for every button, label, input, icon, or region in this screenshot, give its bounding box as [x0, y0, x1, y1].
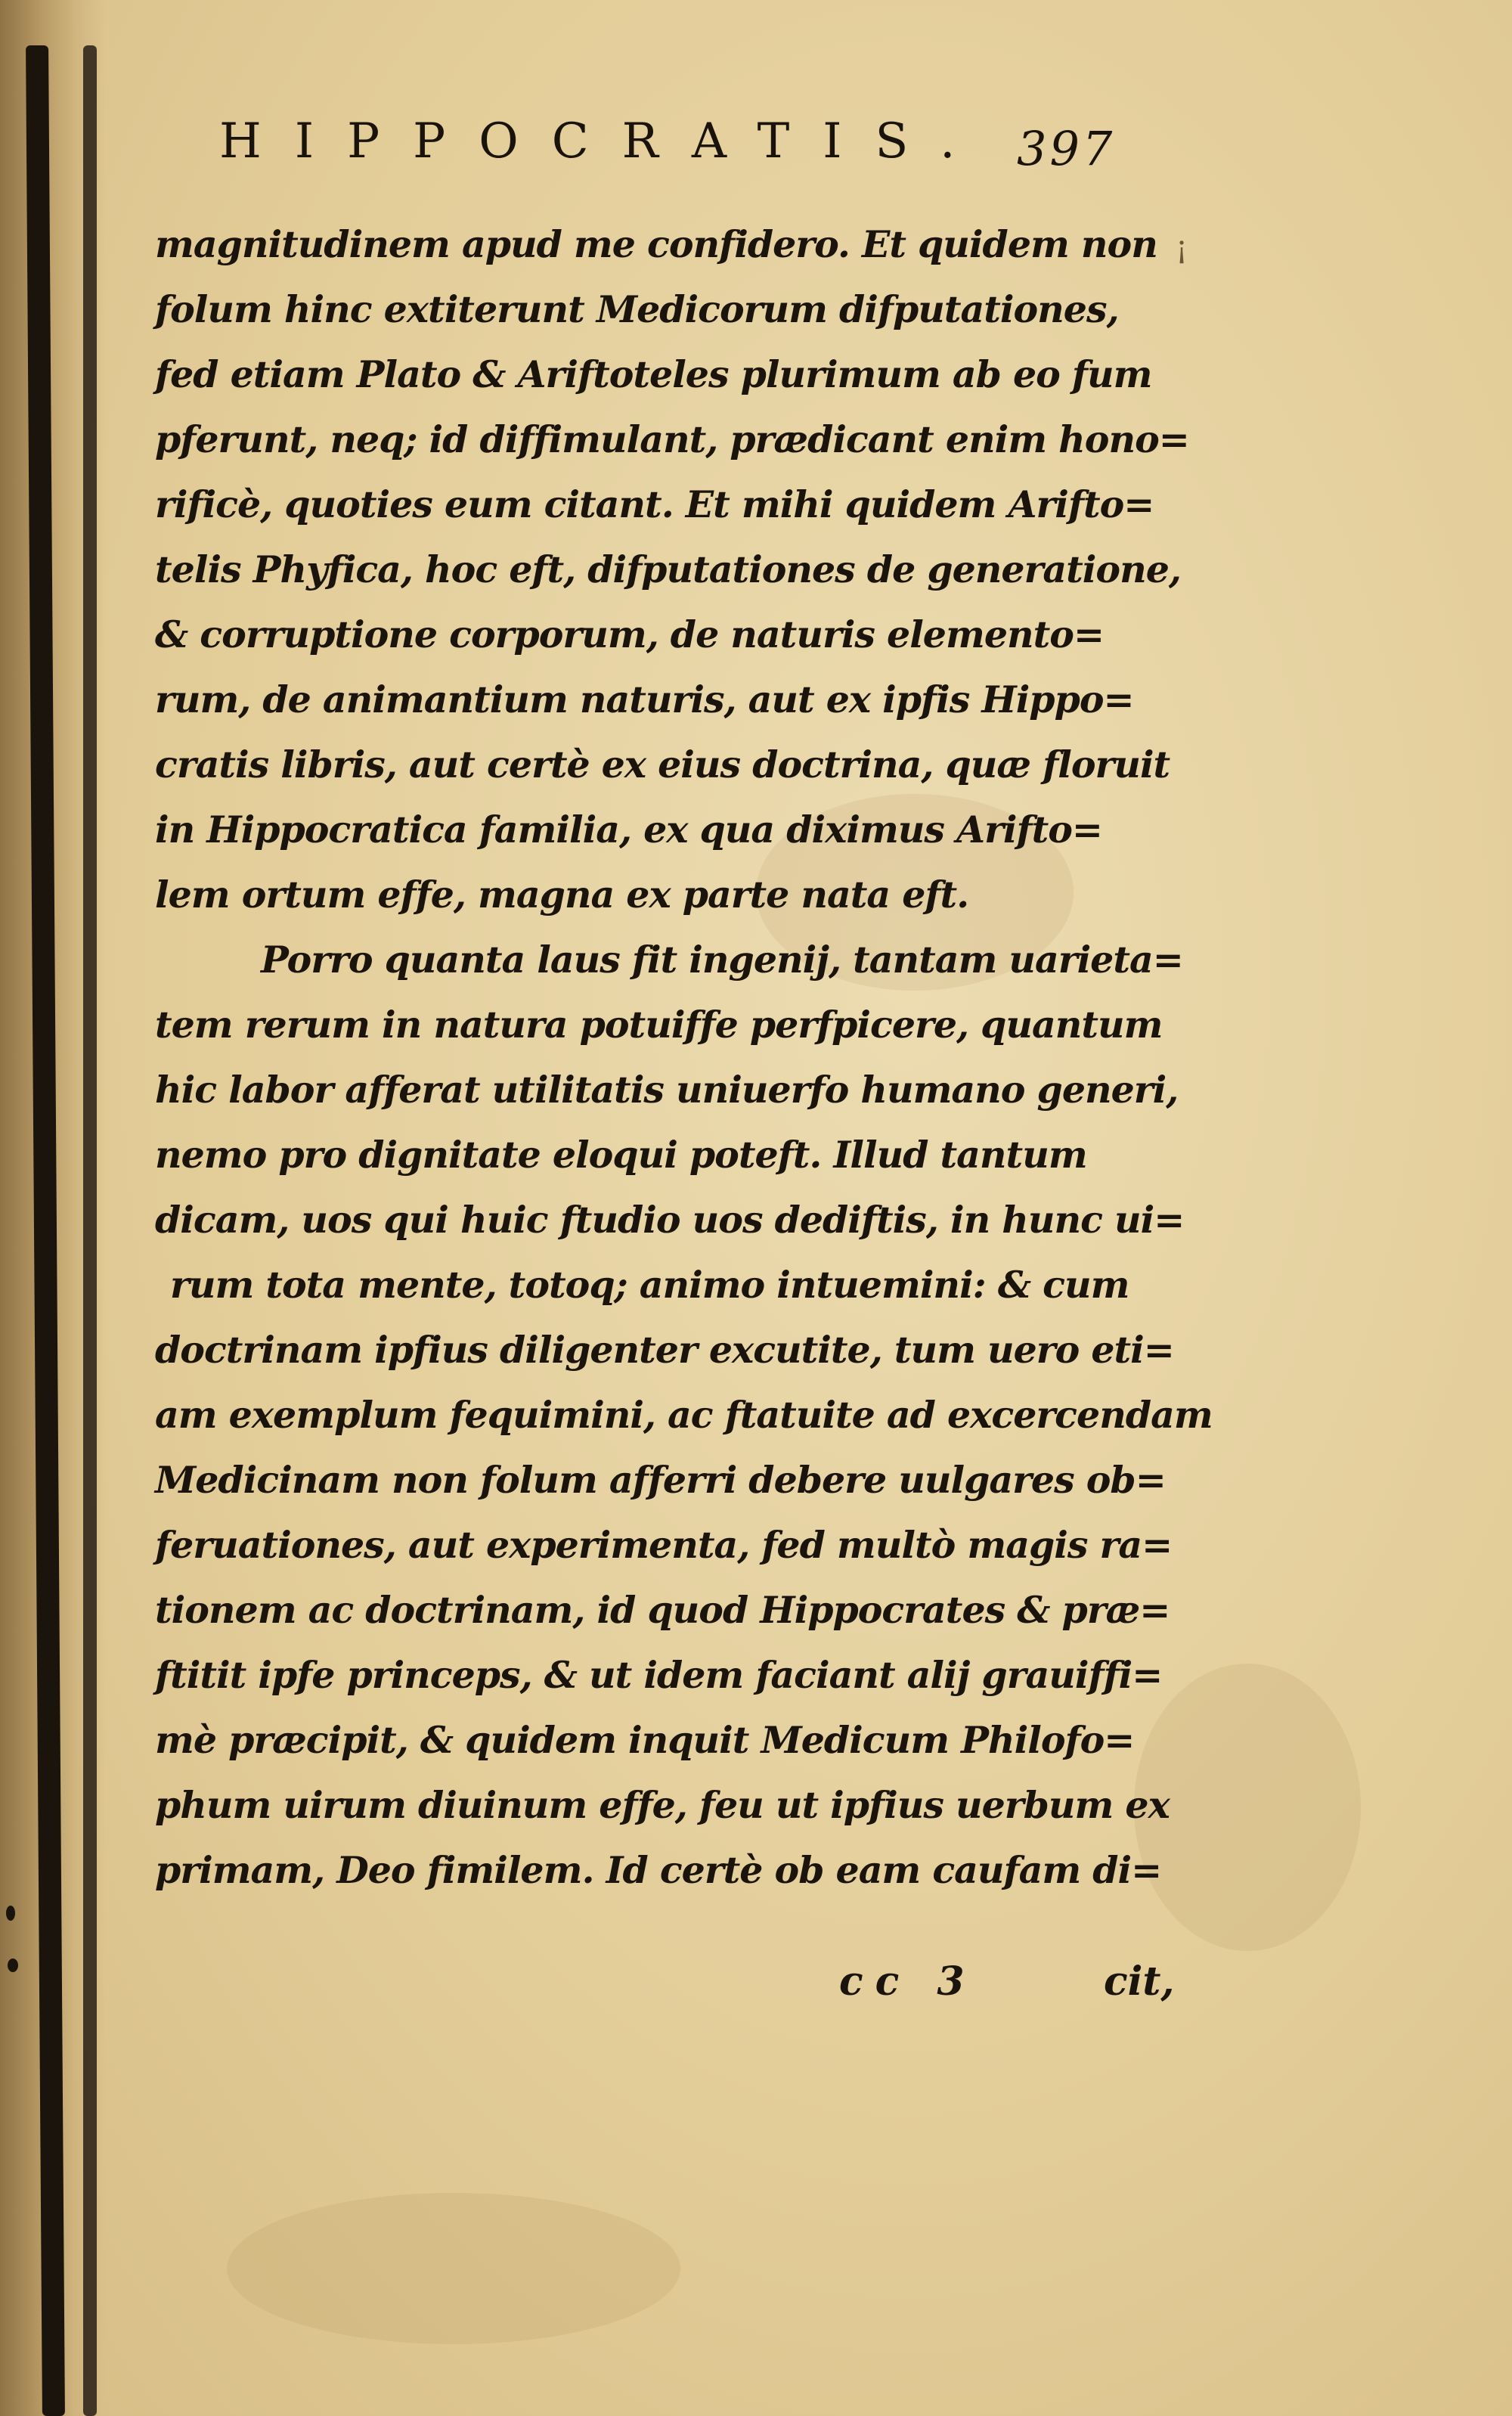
- text-line: rificè, quoties eum citant. Et mihi quidem Arifto=: [155, 482, 1154, 526]
- text-line: tionem ac doctrinam, id quod Hippocrates & præ=: [155, 1588, 1170, 1632]
- margin-mark: ¡: [1176, 231, 1188, 265]
- text-line: pferunt, neq; id diffimulant, prædicant enim hono=: [155, 417, 1189, 461]
- text-line: primam, Deo fimilem. Id certè ob eam caufam di=: [155, 1848, 1162, 1892]
- text-line: ftitit ipfe princeps, & ut idem faciant alij grauiffi=: [155, 1653, 1163, 1697]
- text-line: cratis libris, aut certè ex eius doctrina, quæ floruit: [155, 743, 1170, 786]
- text-line: Medicinam non folum afferri debere uulgares ob=: [155, 1458, 1166, 1502]
- catchword: cit,: [1104, 1959, 1175, 2005]
- text-line: phum uirum diuinum effe, feu ut ipfius uerbum ex: [155, 1783, 1170, 1827]
- text-line: rum tota mente, totoq; animo intuemini: & cum: [170, 1263, 1129, 1307]
- text-line: fed etiam Plato & Ariftoteles plurimum ab eo fum: [155, 352, 1152, 396]
- running-head: HIPPOCRATIS.: [219, 113, 989, 169]
- page-number: 397: [1017, 121, 1116, 176]
- binding-gutter: [0, 0, 106, 2416]
- binding-edge: [26, 45, 65, 2416]
- text-line: lem ortum effe, magna ex parte nata eft.: [155, 873, 969, 916]
- text-line: hic labor afferat utilitatis uniuerfo humano generi,: [155, 1068, 1179, 1112]
- text-line: dicam, uos qui huic ftudio uos dediftis, in hunc ui=: [155, 1198, 1185, 1242]
- text-line: doctrinam ipfius diligenter excutite, tum uero eti=: [155, 1328, 1174, 1372]
- binding-edge: [83, 45, 97, 2416]
- ink-spot: [6, 1906, 15, 1921]
- text-line: nemo pro dignitate eloqui poteft. Illud tantum: [155, 1133, 1087, 1177]
- text-line: magnitudinem apud me confidero. Et quidem non: [155, 222, 1157, 266]
- ink-spot: [8, 1959, 18, 1972]
- paper-stain: [227, 2193, 680, 2344]
- text-line: & corruptione corporum, de naturis elemento=: [155, 613, 1105, 656]
- text-line: feruationes, aut experimenta, fed multò magis ra=: [155, 1523, 1173, 1567]
- text-line: telis Phyfica, hoc eft, difputationes de generatione,: [155, 547, 1181, 591]
- text-line: folum hinc extiterunt Medicorum difputationes,: [155, 287, 1119, 331]
- text-line: am exemplum fequimini, ac ftatuite ad excercendam: [155, 1393, 1213, 1437]
- text-line: in Hippocratica familia, ex qua diximus Arifto=: [155, 808, 1102, 851]
- signature-mark: cc 3: [839, 1959, 977, 2005]
- text-line: rum, de animantium naturis, aut ex ipfis Hippo=: [155, 678, 1134, 721]
- paragraph-first-line: Porro quanta laus fit ingenij, tantam uarieta=: [261, 938, 1183, 982]
- text-body: [155, 212, 1213, 1903]
- text-line: tem rerum in natura potuiffe perfpicere, quantum: [155, 1003, 1163, 1047]
- text-line: mè præcipit, & quidem inquit Medicum Philofo=: [155, 1718, 1135, 1762]
